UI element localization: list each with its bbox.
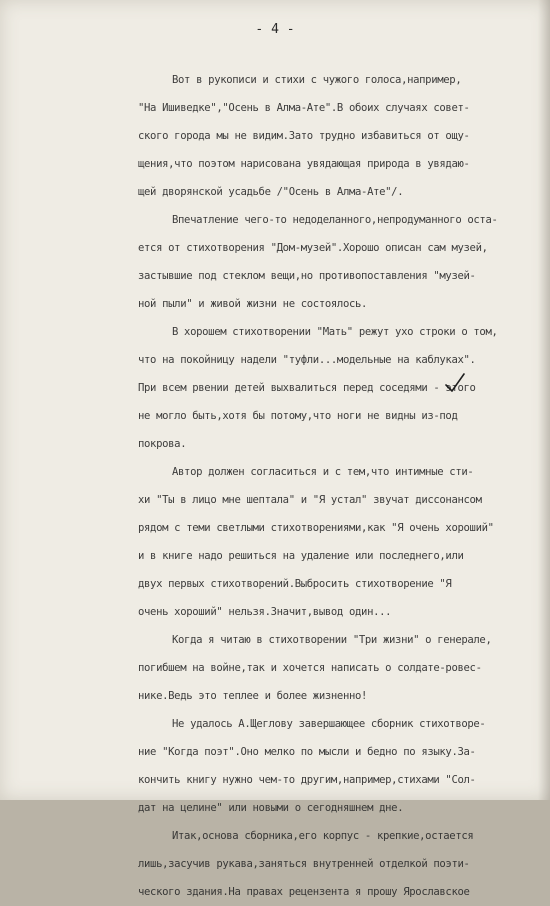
- text-line: ние "Когда поэт".Оно мелко по мысли и бедно по языку.За-: [138, 746, 476, 758]
- text-line: ского города мы не видим.Зато трудно избавиться от ощу-: [138, 130, 470, 142]
- text-line: ческого здания.На правах рецензента я прошу Ярославское: [138, 886, 470, 898]
- text-line: кончить книгу нужно чем-то другим,например,стихами "Сол-: [138, 774, 476, 786]
- text-line: Вот в рукописи и стихи с чужого голоса,например,: [172, 74, 462, 86]
- text-line: хи "Ты в лицо мне шептала" и "Я устал" звучат диссонансом: [138, 494, 482, 506]
- text-line: что на покойницу надели "туфли...модельные на каблуках".: [138, 354, 476, 366]
- text-line: Когда я читаю в стихотворении "Три жизни" о генерале,: [172, 634, 492, 646]
- text-line: покрова.: [138, 438, 187, 450]
- text-line: нике.Ведь это теплее и более жизненно!: [138, 690, 368, 702]
- text-line: ной пыли" и живой жизни не состоялось.: [138, 298, 368, 310]
- text-line: щения,что поэтом нарисована увядающая природа в увядаю-: [138, 158, 470, 170]
- text-line: дат на целине" или новыми о сегодняшнем дне.: [138, 802, 404, 814]
- text-line: Автор должен согласиться и с тем,что интимные сти-: [172, 466, 474, 478]
- text-line: При всем рвении детей выхвалиться перед соседями - этого: [138, 382, 476, 394]
- text-line: двух первых стихотворений.Выбросить стихотворение "Я: [138, 578, 452, 590]
- text-line: ется от стихотворения "Дом-музей".Хорошо описан сам музей,: [138, 242, 488, 254]
- paper-edge-shadow: [538, 0, 550, 800]
- text-line: В хорошем стихотворении "Мать" режут ухо строки о том,: [172, 326, 498, 338]
- text-line: не могло быть,хотя бы потому,что ноги не видны из-под: [138, 410, 458, 422]
- text-line: очень хороший" нельзя.Значит,вывод один...: [138, 606, 392, 618]
- text-line: Не удалось А.Щеглову завершающее сборник стихотворе-: [172, 718, 486, 730]
- document-body: [138, 66, 538, 906]
- handwritten-checkmark-icon: [444, 372, 466, 394]
- text-line: застывшие под стеклом вещи,но противопоставления "музей-: [138, 270, 476, 282]
- text-line: погибшем на войне,так и хочется написать о солдате-ровес-: [138, 662, 482, 674]
- text-line: рядом с теми светлыми стихотворениями,как "Я очень хороший": [138, 522, 494, 534]
- text-line: "На Ишиведке","Осень в Алма-Ате".В обоих случаях совет-: [138, 102, 470, 114]
- page-number: - 4 -: [255, 22, 295, 37]
- text-line: Впечатление чего-то недоделанного,непродуманного оста-: [172, 214, 498, 226]
- text-line: Итак,основа сборника,его корпус - крепкие,остается: [172, 830, 474, 842]
- text-line: лишь,засучив рукава,заняться внутренней отделкой поэти-: [138, 858, 470, 870]
- text-line: щей дворянской усадьбе /"Осень в Алма-Ате"/.: [138, 186, 404, 198]
- text-line: и в книге надо решиться на удаление или последнего,или: [138, 550, 464, 562]
